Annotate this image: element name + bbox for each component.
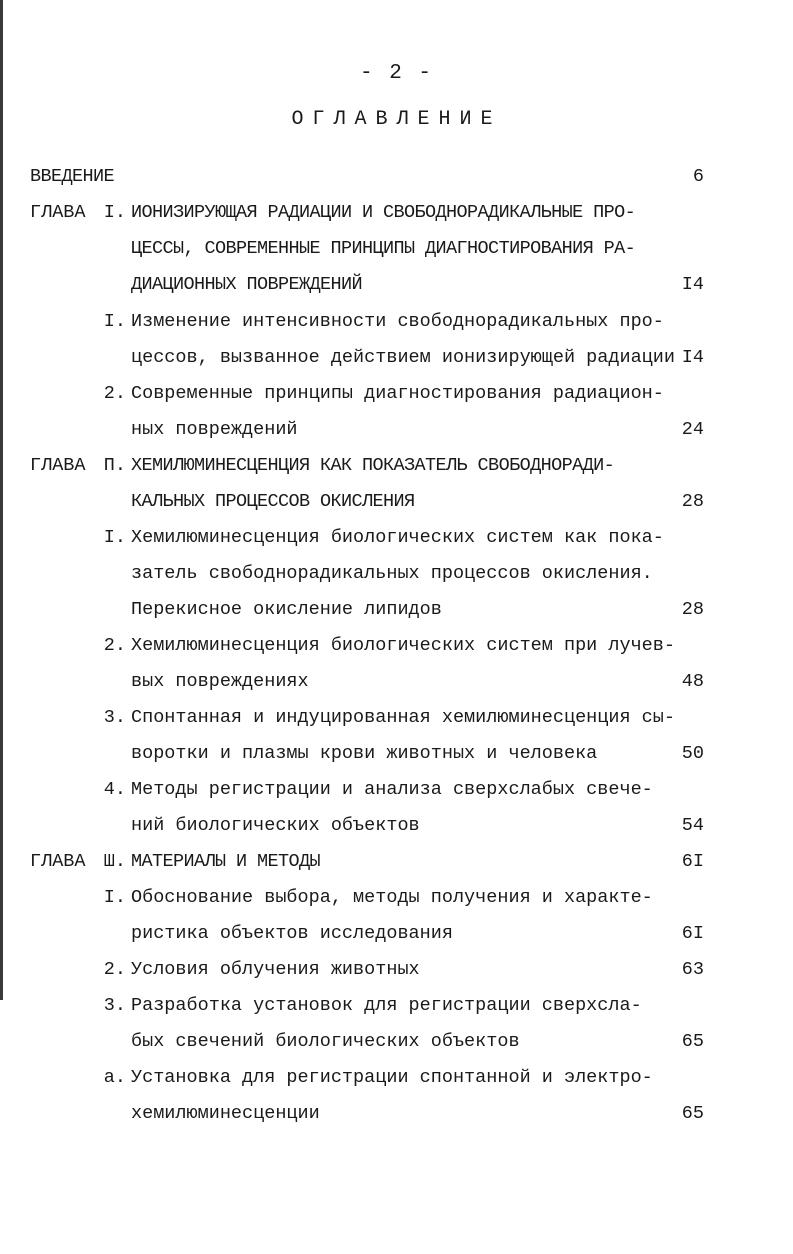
toc-page-number: I4 (681, 347, 704, 368)
toc-page-number: 50 (681, 743, 704, 764)
toc-chapter-label: ГЛАВА (30, 455, 86, 476)
toc-entry-text: ЦЕССЫ, СОВРЕМЕННЫЕ ПРИНЦИПЫ ДИАГНОСТИРОВАНИЯ РА- (131, 238, 636, 259)
toc-entry-text: Обоснование выбора, методы получения и характе- (131, 887, 653, 908)
toc-chapter-label: ГЛАВА (30, 202, 86, 223)
toc-page-number: 28 (681, 599, 704, 620)
toc-page-number: 28 (681, 491, 704, 512)
toc-entry-text: ВВЕДЕНИЕ (30, 166, 115, 187)
toc-chapter-number: Ш. (103, 851, 126, 872)
toc-entry-text: ХЕМИЛЮМИНЕСЦЕНЦИЯ КАК ПОКАЗАТЕЛЬ СВОБОДНОРАДИ- (131, 455, 615, 476)
toc-entry-text: ДИАЦИОННЫХ ПОВРЕЖДЕНИЙ (131, 274, 363, 295)
toc-page-number: 6I (681, 923, 704, 944)
toc-section-number: I. (103, 887, 126, 908)
toc-section-number: 2. (103, 959, 126, 980)
toc-section-number: 3. (103, 707, 126, 728)
toc-entry-text: вых повреждениях (131, 671, 309, 692)
toc-entry-text: хемилюминесценции (131, 1103, 320, 1124)
toc-page-number: 48 (681, 671, 704, 692)
toc-entry-text: Установка для регистрации спонтанной и электро- (131, 1067, 653, 1088)
toc-page-number: 63 (681, 959, 704, 980)
toc-entry-text: Разработка установок для регистрации сверхсла- (131, 995, 642, 1016)
toc-title: ОГЛАВЛЕНИЕ (291, 108, 502, 131)
toc-section-number: 2. (103, 383, 126, 404)
toc-page-number: I4 (681, 274, 704, 295)
toc-chapter-number: П. (103, 455, 126, 476)
toc-entry-text: Современные принципы диагностирования радиацион- (131, 383, 664, 404)
toc-entry-text: ний биологических объектов (131, 815, 420, 836)
toc-entry-text: воротки и плазмы крови животных и человека (131, 743, 598, 764)
toc-page-number: 6I (681, 851, 704, 872)
toc-section-number: 4. (103, 779, 126, 800)
toc-entry-text: ных повреждений (131, 419, 298, 440)
toc-entry-text: КАЛЬНЫХ ПРОЦЕССОВ ОКИСЛЕНИЯ (131, 491, 415, 512)
toc-entry-text: Перекисное окисление липидов (131, 599, 442, 620)
toc-section-number: 3. (103, 995, 126, 1016)
toc-entry-text: бых свечений биологических объектов (131, 1031, 520, 1052)
toc-section-number: 2. (103, 635, 126, 656)
toc-page-number: 65 (681, 1031, 704, 1052)
toc-entry-text: Изменение интенсивности свободнорадикальных про- (131, 311, 664, 332)
toc-entry-text: цессов, вызванное действием ионизирующей радиации (131, 347, 675, 368)
page-edge-shadow (0, 0, 3, 1000)
toc-entry-text: Условия облучения животных (131, 959, 420, 980)
toc-chapter-number: I. (103, 202, 126, 223)
toc-section-number: а. (103, 1067, 126, 1088)
toc-page-number: 6 (692, 166, 704, 187)
toc-page-number: 54 (681, 815, 704, 836)
toc-entry-text: Хемилюминесценция биологических систем при лучев- (131, 635, 675, 656)
toc-entry-text: Хемилюминесценция биологических систем как пока- (131, 527, 664, 548)
toc-entry-text: Спонтанная и индуцированная хемилюминесценция сы- (131, 707, 675, 728)
toc-page-number: 65 (681, 1103, 704, 1124)
toc-chapter-label: ГЛАВА (30, 851, 86, 872)
toc-section-number: I. (103, 527, 126, 548)
toc-page-number: 24 (681, 419, 704, 440)
page-number: - 2 - (359, 62, 433, 85)
toc-entry-text: ИОНИЗИРУЮЩАЯ РАДИАЦИИ И СВОБОДНОРАДИКАЛЬНЫЕ ПРО- (131, 202, 636, 223)
toc-entry-text: МАТЕРИАЛЫ И МЕТОДЫ (131, 851, 321, 872)
toc-entry-text: Методы регистрации и анализа сверхслабых свече- (131, 779, 653, 800)
toc-entry-text: затель свободнорадикальных процессов окисления. (131, 563, 653, 584)
toc-section-number: I. (103, 311, 126, 332)
toc-entry-text: ристика объектов исследования (131, 923, 453, 944)
